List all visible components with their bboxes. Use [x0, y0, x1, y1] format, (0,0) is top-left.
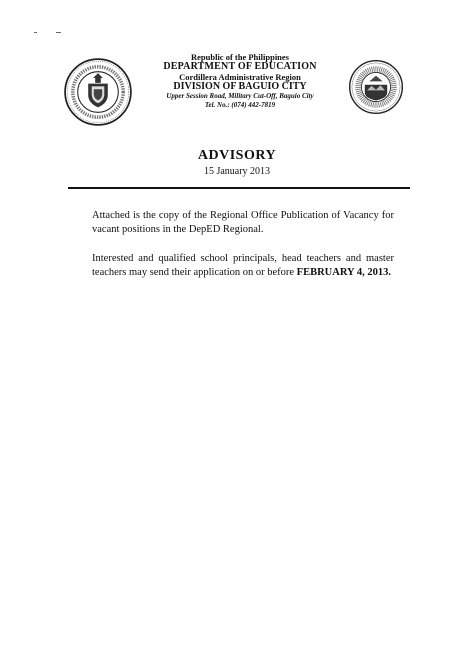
advisory-title: ADVISORY	[197, 148, 277, 163]
application-deadline: FEBRUARY 4, 2013.	[296, 267, 391, 278]
republic-label: Republic of the Philippines	[190, 52, 289, 62]
body-paragraph-1: Attached is the copy of the Regional Office Publication of Vacancy for vacant positions in the DepED Regional.	[92, 210, 394, 235]
telephone-number: Tel. No.: (074) 442-7819	[204, 101, 276, 109]
scan-marks	[34, 30, 74, 36]
body-paragraph-2-text: Interested and qualified school principals, head teachers and master teachers may send their application on or before	[92, 253, 394, 278]
office-address: Upper Session Road, Military Cut-Off, Baguio City	[166, 92, 314, 100]
region-name: Cordillera Administrative Region	[179, 72, 301, 82]
horizontal-rule	[68, 187, 410, 189]
advisory-date: 15 January 2013	[203, 166, 271, 177]
department-name: DEPARTMENT OF EDUCATION	[163, 61, 317, 72]
letterhead	[140, 52, 340, 110]
deped-seal-icon	[63, 57, 133, 127]
body-paragraph-2	[92, 252, 394, 280]
division-name: DIVISION OF BAGUIO CITY	[173, 81, 307, 92]
baguio-city-seal-icon	[348, 59, 404, 115]
